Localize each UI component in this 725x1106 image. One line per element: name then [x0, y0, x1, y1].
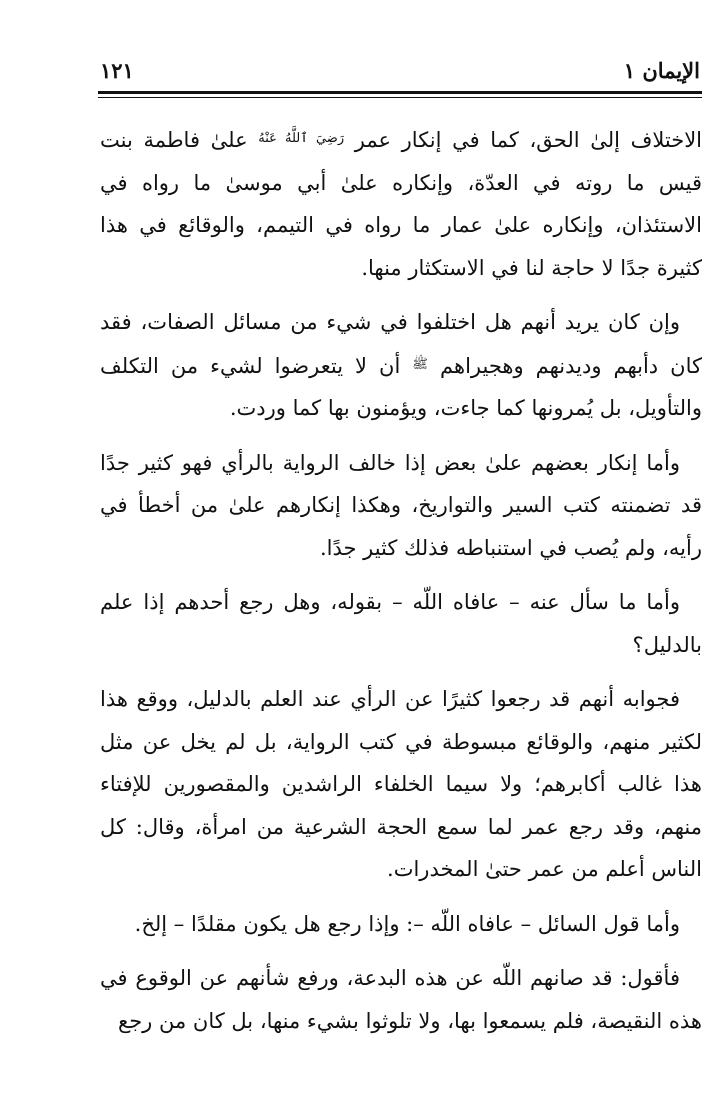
paragraph-1: الاختلاف إلىٰ الحق، كما في إنكار عمر $^{رَضِيَ ٱللَّهُ عَنْهُ}$ علىٰ فاطمة بنت قيس ما روته في العدّة، وإنكاره علىٰ أبي موسىٰ ما رواه في الاستئذان، وإنكاره علىٰ عمار ما رواه في التيمم، والوقائع في هذا كثيرة جدًا لا حاجة لنا في الاستكثار منها.: [100, 128, 703, 280]
paragraph-5: فجوابه أنهم قد رجعوا كثيرًا عن الرأي عند العلم بالدليل، ووقع هذا لكثير منهم، والوقائع مبسوطة في كتب الرواية، بل لم يخل عن مثل هذا غالب أكابرهم؛ ولا سيما الخلفاء الراشدين والمقصورين للإفتاء منهم، وقد رجع عمر لما سمع الحجة الشرعية من امرأة، وقال: كل الناس أعلم من عمر حتىٰ المخدرات.: [100, 687, 702, 881]
header-rule-thick: [98, 91, 702, 94]
paragraph-6: وأما قول السائل – عافاه اللّه –: وإذا رجع هل يكون مقلدًا – إلخ.: [134, 911, 680, 936]
chapter-title: الإيمان ١: [623, 58, 700, 83]
running-header: [100, 52, 700, 88]
honorific-ligature: ﷺ: [412, 356, 429, 372]
paragraph-2: وإن كان يريد أنهم هل اختلفوا في شيء من مسائل الصفات، فقد كان دأبهم وديدنهم وهجيراهم $^ﷺ$ أن لا يتعرضوا لشيء من التكلف والتأويل، بل يُمرونها كما جاءت، ويؤمنون بها كما وردت.: [100, 310, 702, 420]
main-text: [100, 118, 702, 1054]
paragraph-7: فأقول: قد صانهم اللّه عن هذه البدعة، ورفع شأنهم عن الوقوع في هذه النقيصة، فلم يسمعوا بها، ولا تلوثوا بشيء منها، بل كان من رجع: [100, 966, 702, 1033]
header-rule-thin: [98, 97, 702, 98]
paragraph-4: وأما ما سأل عنه – عافاه اللّه – بقوله، وهل رجع أحدهم إذا علم بالدليل؟: [100, 590, 702, 657]
paragraph-3: وأما إنكار بعضهم علىٰ بعض إذا خالف الرواية بالرأي فهو كثير جدًا قد تضمنته كتب السير والتواريخ، وهكذا إنكارهم علىٰ من أخطأ في رأيه، ولم يُصب في استنباطه فذلك كثير جدًا.: [100, 450, 702, 560]
honorific-ligature: رَضِيَ ٱللَّهُ عَنْهُ: [258, 131, 345, 146]
page-number: ١٢١: [100, 58, 134, 83]
